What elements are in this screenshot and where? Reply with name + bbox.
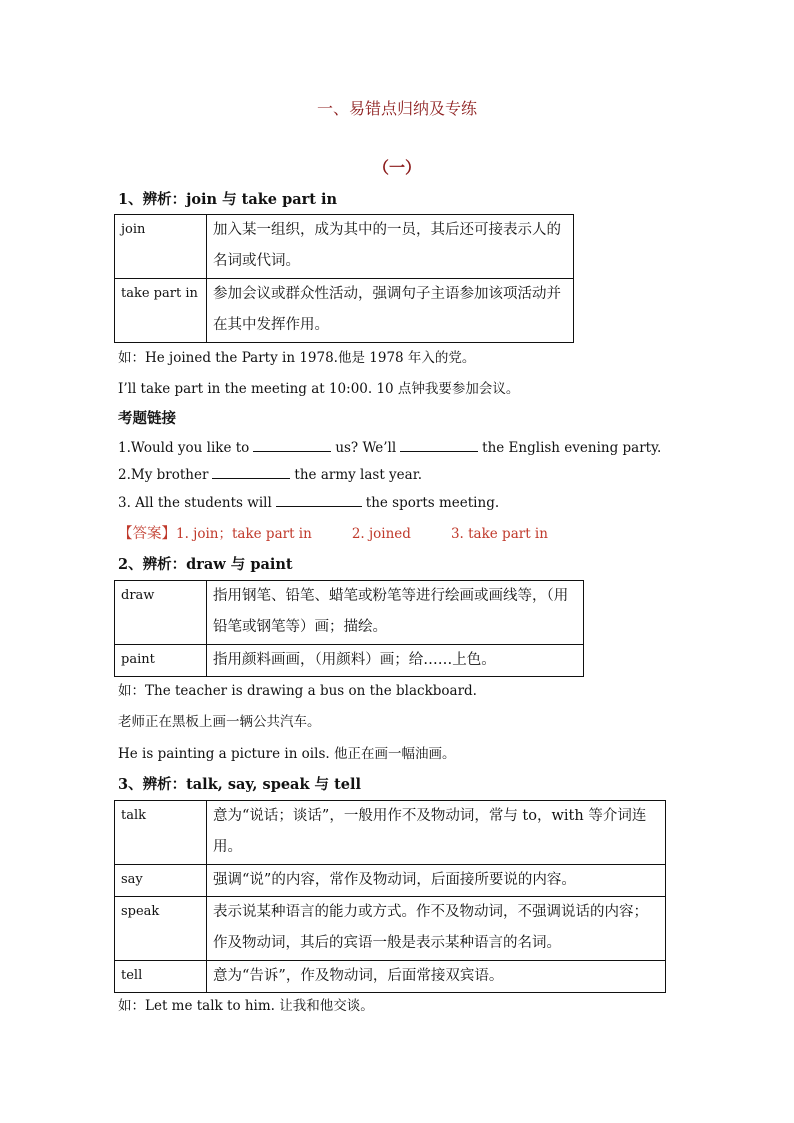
section2-example-1: 如：The teacher is drawing a bus on the blackboard. <box>118 683 477 699</box>
section3-table <box>114 800 666 993</box>
section2-table <box>114 580 584 677</box>
exam-question-2 <box>118 466 422 483</box>
answer-blank[interactable] <box>400 439 478 452</box>
term-cell: say <box>115 865 207 897</box>
definition-cell: 加入某一组织，成为其中的一员，其后还可接表示人的名词或代词。 <box>207 215 574 279</box>
answer-3: 3. take part in <box>450 526 548 542</box>
exam-question-3 <box>118 494 499 511</box>
section3-heading: 3、辨析：talk, say, speak 与 tell <box>118 776 362 793</box>
section1-heading: 1、辨析：join 与 take part in <box>118 191 338 208</box>
definition-cell: 指用钢笔、铅笔、蜡笔或粉笔等进行绘画或画线等，（用铅笔或钢笔等）画；描绘。 <box>207 581 584 645</box>
page-title: 一、易错点归纳及专练 <box>316 99 477 118</box>
answer-blank[interactable] <box>212 466 290 479</box>
q1-part-c: the English evening party. <box>482 440 662 456</box>
exam-answers <box>118 522 548 543</box>
q2-part-b: the army last year. <box>294 467 422 483</box>
section1-table <box>114 214 574 343</box>
table-row <box>115 279 574 343</box>
q2-part-a: 2.My brother <box>118 467 209 483</box>
term-cell: join <box>115 215 207 279</box>
answer-2: 2. joined <box>351 526 411 542</box>
table-row <box>115 215 574 279</box>
q3-part-a: 3. All the students will <box>118 495 272 511</box>
definition-cell: 表示说某种语言的能力或方式。作不及物动词，不强调说话的内容；作及物动词，其后的宾语一般是表示某种语言的名词。 <box>207 897 666 961</box>
q3-part-b: the sports meeting. <box>365 495 500 511</box>
section2-example-2: 老师正在黑板上画一辆公共汽车。 <box>118 714 321 730</box>
section3-example-1: 如：Let me talk to him. 让我和他交谈。 <box>118 998 374 1014</box>
term-cell: speak <box>115 897 207 961</box>
definition-cell: 意为“告诉”，作及物动词，后面常接双宾语。 <box>207 961 666 993</box>
definition-cell: 意为“说话；谈话”，一般用作不及物动词，常与 to，with 等介词连用。 <box>207 801 666 865</box>
table-row <box>115 961 666 993</box>
table-row <box>115 581 584 645</box>
exam-question-1 <box>118 439 661 456</box>
table-row <box>115 645 584 677</box>
term-cell: talk <box>115 801 207 865</box>
section2-example-3: He is painting a picture in oils. 他正在画一幅油画。 <box>118 746 456 762</box>
q1-part-b: us? We’ll <box>335 440 397 456</box>
definition-cell: 强调“说”的内容，常作及物动词，后面接所要说的内容。 <box>207 865 666 897</box>
term-cell: paint <box>115 645 207 677</box>
exam-heading: 考题链接 <box>118 410 176 427</box>
section2-heading: 2、辨析：draw 与 paint <box>118 556 293 573</box>
section1-example-1: 如：He joined the Party in 1978.他是 1978 年入的党。 <box>118 350 476 366</box>
answer-blank[interactable] <box>276 494 362 507</box>
section1-example-2: I’ll take part in the meeting at 10:00. 10 点钟我要参加会议。 <box>118 381 520 397</box>
table-row <box>115 865 666 897</box>
term-cell: tell <box>115 961 207 993</box>
answer-1: 1. join；take part in <box>176 526 312 542</box>
definition-cell: 指用颜料画画，（用颜料）画；给……上色。 <box>207 645 584 677</box>
page-subtitle: （一） <box>372 158 421 177</box>
definition-cell: 参加会议或群众性活动，强调句子主语参加该项活动并在其中发挥作用。 <box>207 279 574 343</box>
term-cell: draw <box>115 581 207 645</box>
answer-blank[interactable] <box>253 439 331 452</box>
table-row <box>115 897 666 961</box>
term-cell: take part in <box>115 279 207 343</box>
answer-label: 【答案】 <box>118 526 176 542</box>
table-row <box>115 801 666 865</box>
q1-part-a: 1.Would you like to <box>118 440 250 456</box>
